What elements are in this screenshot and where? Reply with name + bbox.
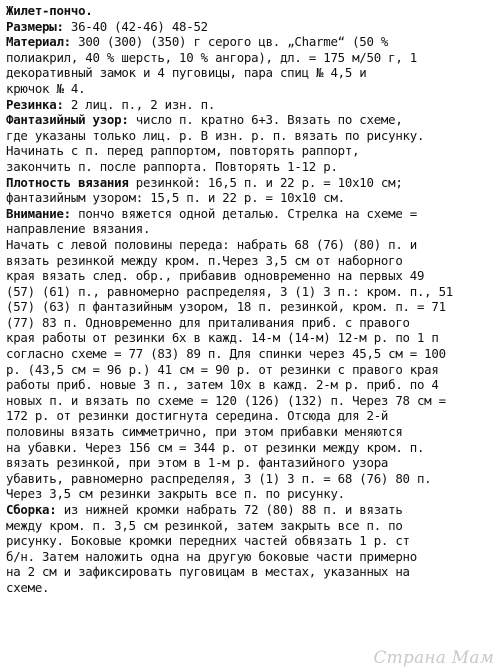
line-text: Начинать с п. перед раппортом, повторять раппорт, [6,143,360,159]
text-line [6,408,494,424]
line-text: края вязать след. обр., прибавив одновременно на первых 49 [6,268,425,284]
text-line [6,253,494,269]
line-text: где указаны только лиц. р. В изн. р. п. вязать по рисунку. [6,127,425,143]
line-text: б/н. Затем наложить одна на другую боковые части примерно [6,548,417,564]
section-heading: Размеры: [6,18,71,34]
line-text: края работы от резинки 6х в кажд. 14-м (14-м) 12-м р. по 1 п [6,330,439,346]
line-text: 36-40 (42-46) 48-52 [70,18,208,34]
line-text: половины вязать симметрично, при этом прибавки меняются [6,424,403,440]
line-text: убавить, равномерно распределяя, 3 (1) 3 п. = 68 (76) 80 п. [6,470,432,486]
line-text: вязать резинкой между кром. п.Через 3,5 см от наборного [6,252,403,268]
text-line [6,50,494,66]
line-text: (57) (63) п фантазийным узором, 18 п. резинкой, кром. п. = 71 [6,299,446,315]
text-line [6,284,494,300]
text-line [6,190,494,206]
text-line [6,471,494,487]
text-line [6,175,494,191]
text-line [6,533,494,549]
text-line [6,486,494,502]
line-text: схеме. [6,579,50,595]
line-text: (77) 83 п. Одновременно для приталивания приб. с правого [6,314,410,330]
section-heading: Фантазийный узор: [6,112,136,128]
line-text: направление вязания. [6,221,151,237]
text-line [6,440,494,456]
line-text: Начать с левой половины переда: набрать 68 (76) (80) п. и [6,236,417,252]
line-text: согласно схеме = 77 (83) 89 п. Для спинки через 45,5 см = 100 [6,346,446,362]
section-heading: Внимание: [6,205,79,221]
text-line [6,143,494,159]
line-text: 300 (300) (350) г серого цв. „Charme“ (50 % [78,34,389,50]
section-heading: Резинка: [6,96,71,112]
line-text: резинкой: 16,5 п. и 22 р. = 10x10 см; [135,174,403,190]
line-text: на убавки. Через 156 см = 344 р. от резинки между кром. п. [6,439,425,455]
text-line [6,206,494,222]
text-line [6,346,494,362]
text-line [6,81,494,97]
text-line [6,518,494,534]
line-text: Через 3,5 см резинки закрыть все п. по рисунку. [6,486,345,502]
text-line [6,377,494,393]
text-line [6,97,494,113]
line-text: декоративный замок и 4 пуговицы, пара спиц № 4,5 и [6,65,367,81]
line-text: работы приб. новые 3 п., затем 10х в кажд. 2-м р. приб. по 4 [6,377,439,393]
line-text: пончо вяжется одной деталью. Стрелка на схеме = [78,205,417,221]
text-line [6,237,494,253]
watermark-strana-mam: Страна Мам [373,648,494,668]
text-line [6,580,494,596]
text-line [6,221,494,237]
section-heading: Плотность вязания [6,174,136,190]
line-text: на 2 см и зафиксировать пуговицам в местах, указанных на [6,564,410,580]
text-line [6,128,494,144]
section-heading: Материал: [6,34,79,50]
line-text: 2 лиц. п., 2 изн. п. [70,96,216,112]
section-heading: Жилет-пончо. [6,3,93,18]
text-line [6,34,494,50]
text-line [6,268,494,284]
line-text: закончить п. после раппорта. Повторять 1-12 р. [6,158,338,174]
line-text: число п. кратно 6+3. Вязать по схеме, [135,112,403,128]
text-line [6,19,494,35]
knitting-pattern-text [6,3,494,596]
line-text: рисунку. Боковые кромки передних частей обвязать 1 р. ст [6,533,410,549]
text-line [6,362,494,378]
text-line [6,159,494,175]
line-text: из нижней кромки набрать 72 (80) 88 п. и вязать [63,502,403,517]
line-text: р. (43,5 см = 96 р.) 41 см = 90 р. от резинки с правого края [6,361,439,377]
text-line [6,455,494,471]
text-line [6,424,494,440]
section-heading: Сборка: [6,502,64,517]
line-text: 172 р. от резинки достигнута середина. Отсюда для 2-й [6,408,389,424]
line-text: крючок № 4. [6,80,86,96]
text-line [6,3,494,19]
text-line [6,564,494,580]
line-text: полиакрил, 40 % шерсть, 10 % ангора), дл. = 175 м/50 г, 1 [6,49,417,65]
line-text: фантазийным узором: 15,5 п. и 22 р. = 10x10 см. [6,190,345,206]
text-line [6,549,494,565]
line-text: (57) (61) п., равномерно распределяя, 3 (1) 3 п.: кром. п., 51 [6,283,454,299]
text-line [6,65,494,81]
text-line [6,299,494,315]
text-line [6,112,494,128]
line-text: новых п. и вязать по схеме = 120 (126) (132) п. Через 78 см = [6,392,446,408]
text-line [6,502,494,518]
text-line [6,315,494,331]
line-text: между кром. п. 3,5 см резинкой, затем закрыть все п. по [6,517,403,533]
line-text: вязать резинкой, при этом в 1-м р. фантазийного узора [6,455,389,471]
text-line [6,393,494,409]
text-line [6,330,494,346]
